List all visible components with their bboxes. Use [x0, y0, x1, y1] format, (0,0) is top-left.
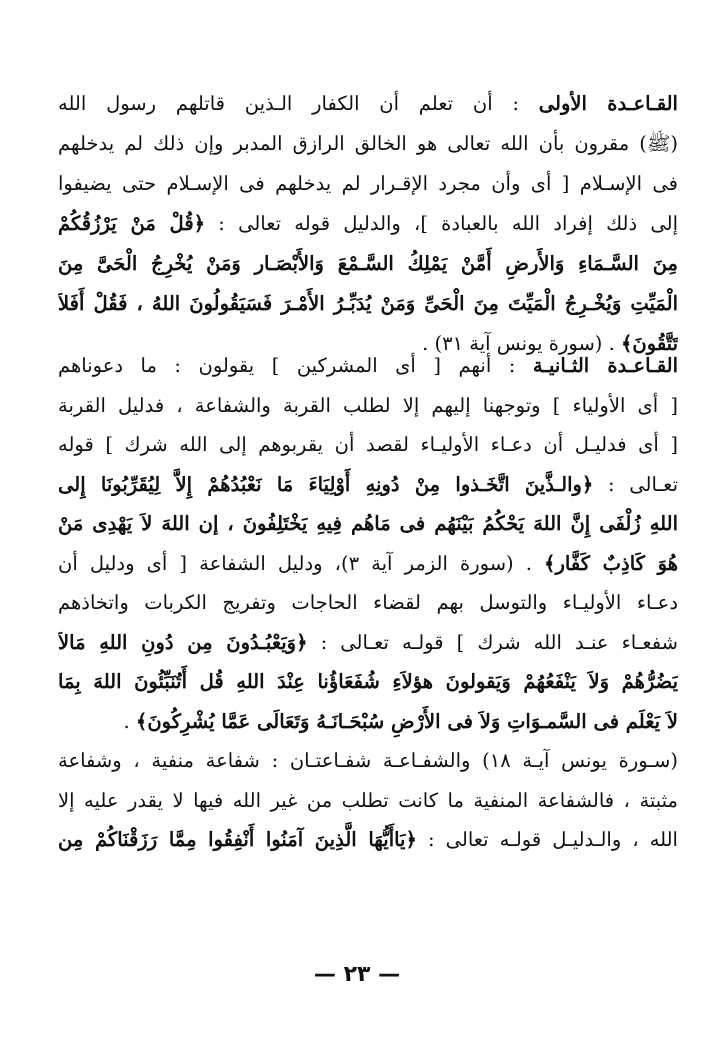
- paragraph-first-rule: [58, 84, 678, 364]
- text-line: [58, 820, 678, 860]
- bold-text-run: ﴿قُلْ مَنْ يَرْزُقُكُمْ: [58, 212, 206, 235]
- text-line: [58, 662, 678, 702]
- text-run: [ أى فدليـل أن دعـاء الأوليـاء لقصد أن يقربوهم إلى الله شرك ] قوله: [58, 433, 678, 456]
- text-run: (سـورة يونس آيـة ١٨) والشفـاعـة شفـاعتـان : شفاعة منفية ، وشفاعة: [58, 749, 678, 772]
- text-run: . (سورة الزمر آية ٣)، ودليل الشفاعة [ أى ودليل أن: [58, 551, 545, 575]
- text-line: [58, 504, 678, 544]
- text-run: : أنهم [ أى المشركين ] يقولون : ما دعوناهم: [58, 354, 533, 377]
- text-line: [58, 164, 678, 204]
- text-run: مثبتة ، فالشفاعة المنفية ما كانت تطلب من غير الله فيها لا يقدر عليه إلا: [58, 788, 678, 812]
- bold-text-run: اللهِ زُلْفَى إِنَّ اللهَ يَحْكُمُ بَيْنَهُم فى مَاهُم فِيهِ يَخْتَلِفُونَ ، إن اللهَ لاَ يَهْدِى مَنْ: [58, 512, 678, 535]
- text-line: [58, 544, 678, 584]
- paragraph-second-rule: [58, 346, 678, 860]
- bold-text-run: القـاعـدة الثـانيـة: [532, 354, 678, 377]
- text-line: [58, 781, 678, 821]
- bold-text-run: لاَ يَعْلَم فى السَّمـوَاتِ وَلاَ فى الأَرْضِ سُبْحَـانَـهُ وَتَعَالَى عَمَّا يُشْرِكُونَ﴾: [135, 709, 678, 733]
- text-run: شفعـاء عنـد الله شرك ] قولـه تعـالى :: [307, 630, 678, 654]
- page-number: — ٢٣ —: [313, 962, 401, 987]
- text-line: [58, 124, 678, 164]
- text-run: فى الإسـلام [ أى وأن مجرد الإقـرار لم يدخلهم فى الإسـلام حتى يضيفوا: [58, 172, 678, 195]
- text-line: [58, 623, 678, 663]
- text-line: [58, 204, 678, 244]
- text-line: [58, 425, 678, 465]
- bold-text-run: ﴿يَاأَيُّهَا الَّذِينَ آمَنُوا أَنْفِقُوا مِمَّا رَزَقْنَاكُمْ مِن: [58, 828, 417, 851]
- text-run: : أن تعلم أن الكفار الـذين قاتلهم رسول الله: [58, 92, 539, 115]
- text-run: [ أى الأولياء ] وتوجهنا إليهم إلا لطلب القربة والشفاعة ، فدليل القربة: [58, 393, 678, 417]
- text-run: .: [123, 709, 136, 733]
- text-line: [58, 702, 678, 742]
- bold-text-run: ﴿وَيَعْبُـدُونَ مِن دُونِ اللهِ مَالاَ: [58, 630, 308, 654]
- bold-text-run: الْمَيِّتِ وَيُخْـرِجُ الْمَيِّتَ مِنَ الْحَىِّ وَمَنْ يُدَبِّـرُ الأَمْـرَ فَسَيَقُولُونَ اللهُ ، فَقُلْ أَفَلاَ: [58, 292, 678, 315]
- bold-text-run: يَضُرُّهُمْ وَلاَ يَنْفَعُهُمْ وَيَقولونَ هؤلاَءِ شُفَعَاؤُنا عِنْدَ اللهِ قُل أَتُنَبِّئُونَ اللهَ بِمَا: [58, 670, 678, 693]
- text-line: [58, 84, 678, 124]
- text-line: [58, 346, 678, 386]
- bold-text-run: تَتَّقُونَ﴾: [621, 332, 678, 355]
- text-run: . (سورة يونس آية ٣١) .: [422, 332, 621, 355]
- text-run: تعـالى :: [593, 472, 678, 496]
- bold-text-run: هُوَ كَاذِبٌ كَفَّار﴾: [544, 551, 678, 575]
- text-line: [58, 284, 678, 324]
- bold-text-run: ﴿والـذَّينَ اتَّخَـذوا مِنْ دُونِهِ أَوْلِيَاءَ مَا نَعْبُدُهُمْ إِلاَّ لِيُقَرِّبُونَا إِلى: [58, 472, 594, 496]
- bold-text-run: القـاعـدة الأولى: [538, 92, 678, 115]
- text-run: (ﷺ) مقرون بأن الله تعالى هو الخالق الرازق المدبر وإن ذلك لم يدخلهم: [58, 132, 678, 155]
- text-line: [58, 244, 678, 284]
- text-run: إلى ذلك إفراد الله بالعبادة ]، والدليل قوله تعالى :: [205, 212, 678, 235]
- text-line: [58, 465, 678, 505]
- text-line: [58, 386, 678, 426]
- text-line: [58, 741, 678, 781]
- bold-text-run: مِنَ السَّـمَاءِ وَالأَرضِ أَمَّنْ يَمْلِكُ السَّـمْعَ وَالأَبْصَـار وَمَنْ يُخْرِجُ الْحَىَّ مِنَ: [58, 252, 678, 275]
- text-run: دعـاء الأوليـاء والتوسل بهم لقضاء الحاجات وتفريج الكربات واتخاذهم: [58, 591, 678, 614]
- text-line: [58, 583, 678, 623]
- text-run: الله ، والـدليـل قولـه تعالى :: [416, 828, 678, 851]
